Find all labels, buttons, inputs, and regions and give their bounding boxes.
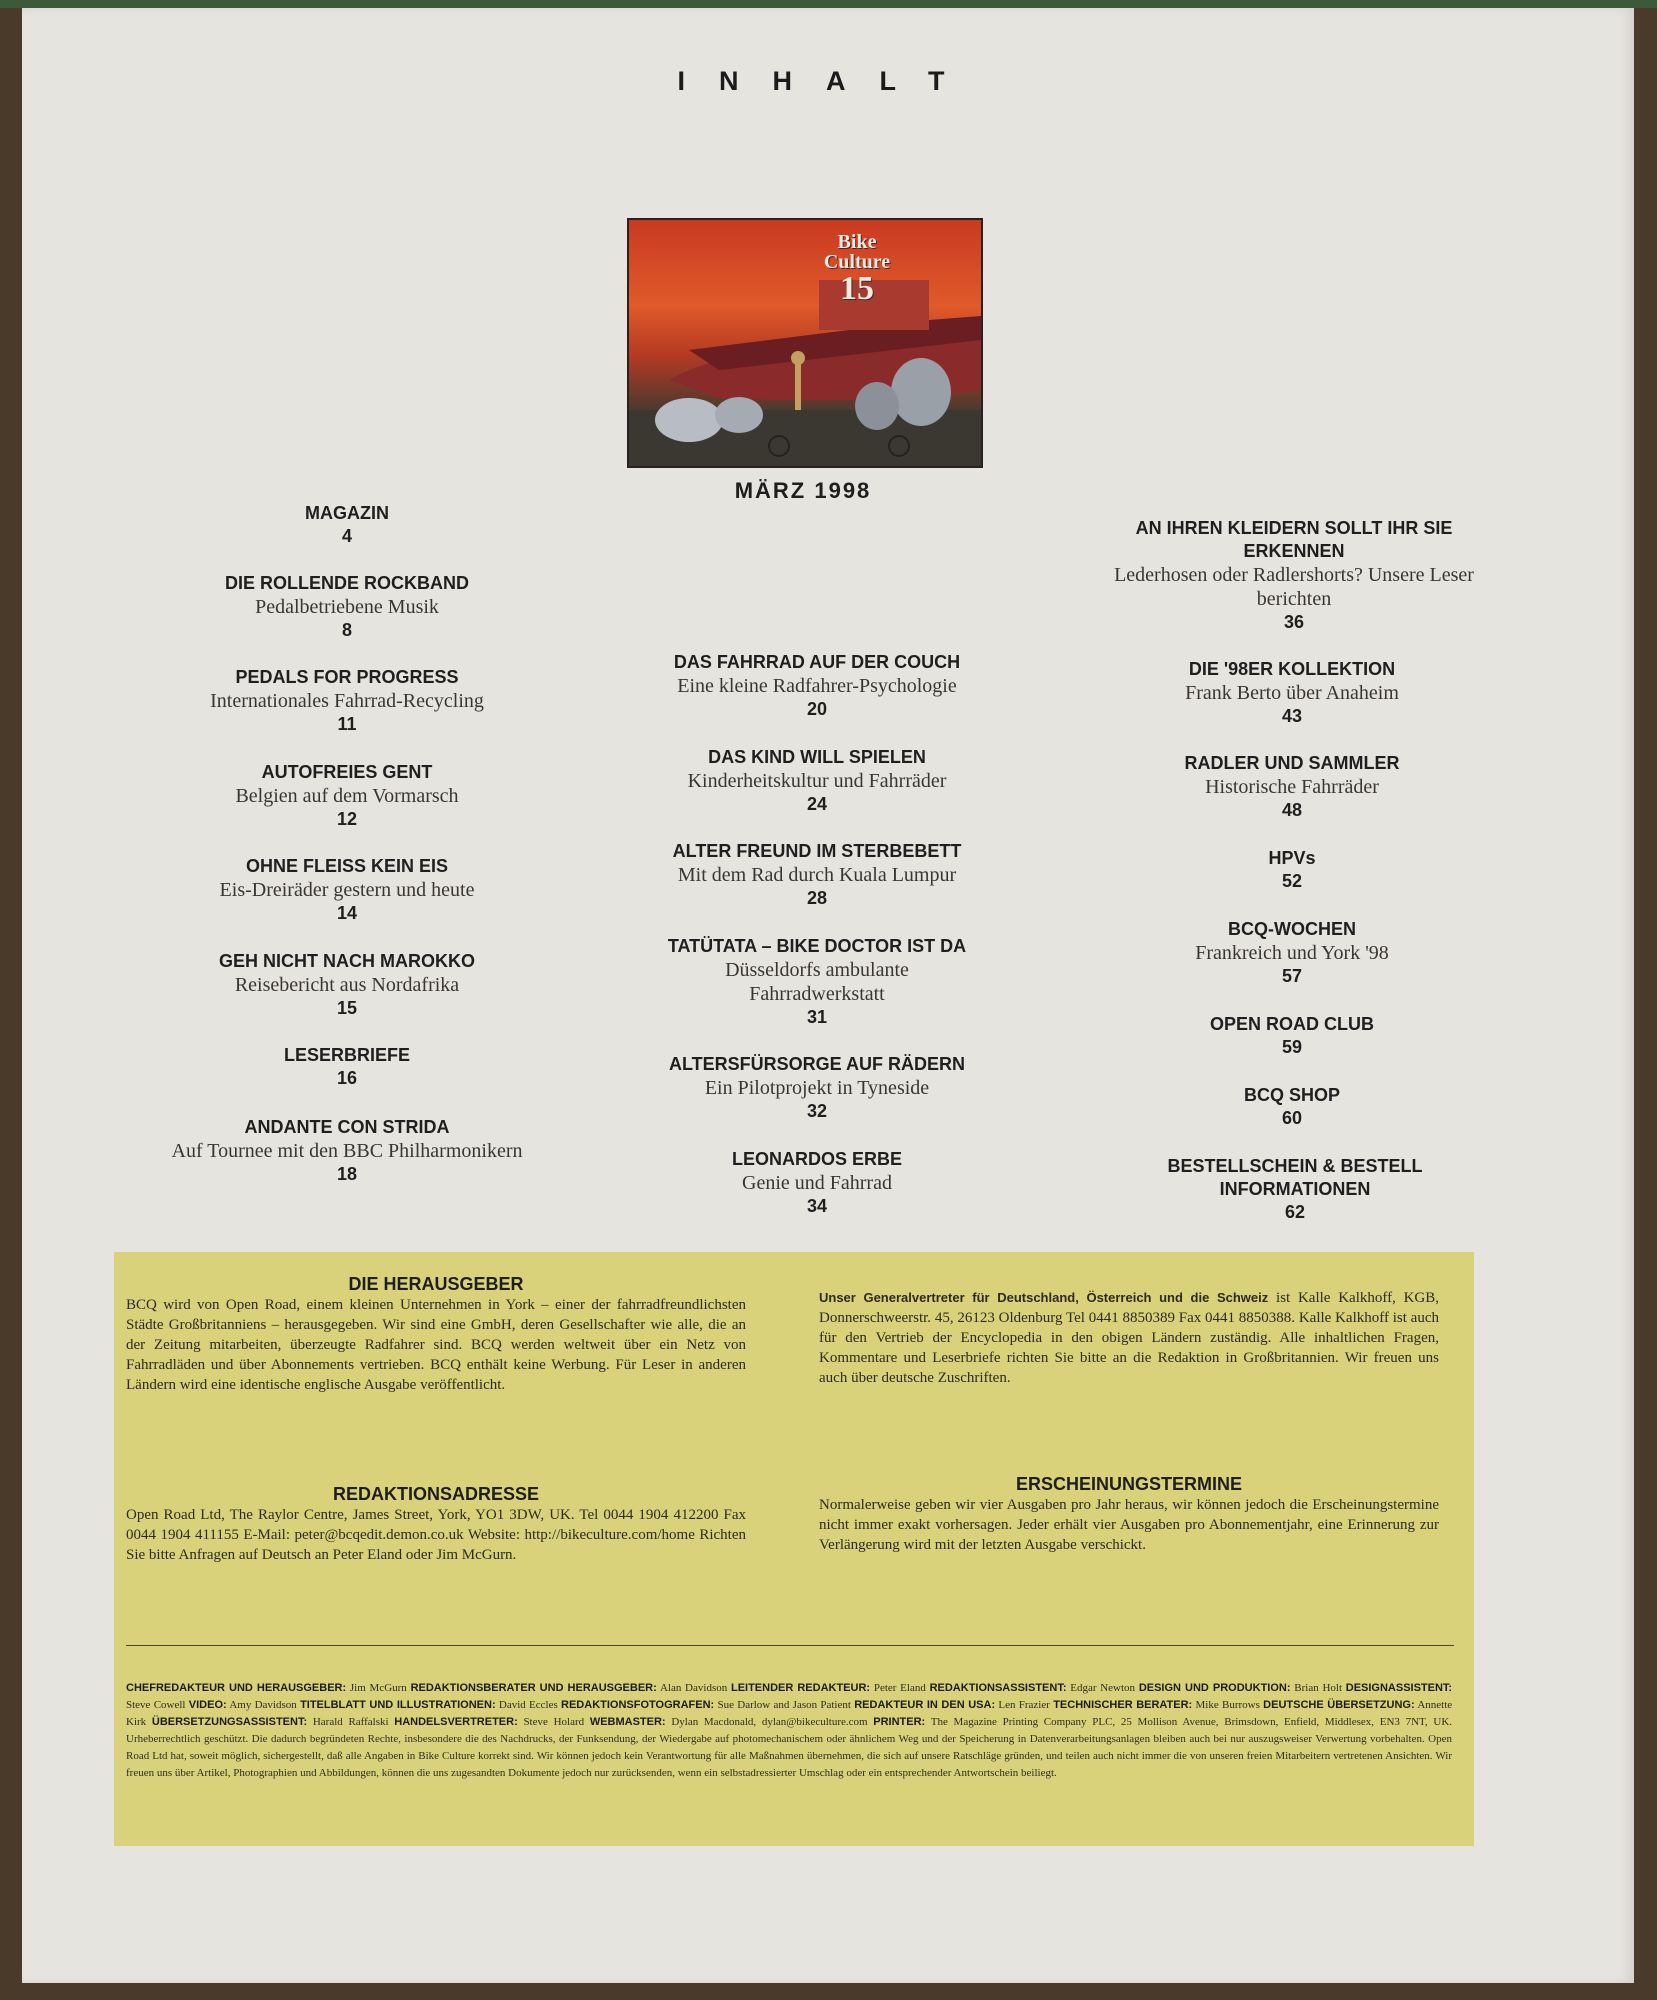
toc-title: BESTELLSCHEIN & BESTELL INFORMATIONEN xyxy=(1167,1156,1423,1199)
cover-logo-line2: Culture xyxy=(823,251,891,273)
toc-subtitle: Düsseldorfs ambulante Fahrradwerkstatt xyxy=(725,959,909,1005)
toc-title: BCQ SHOP xyxy=(1243,1085,1340,1105)
toc-page: 18 xyxy=(336,1164,358,1184)
address-section xyxy=(126,1484,746,1565)
toc-entry[interactable] xyxy=(1082,847,1502,893)
toc-title: OPEN ROAD CLUB xyxy=(1209,1014,1374,1034)
toc-subtitle: Historische Fahrräder xyxy=(1205,776,1379,798)
credit-role: HANDELSVERTRETER: xyxy=(394,1716,518,1728)
toc-entry[interactable] xyxy=(142,950,552,1020)
credit-role: REDAKTIONSFOTOGRAFEN: xyxy=(561,1699,715,1711)
schedule-heading: ERSCHEINUNGSTERMINE xyxy=(1015,1474,1243,1494)
toc-title: ALTERSFÜRSORGE AUF RÄDERN xyxy=(669,1054,965,1074)
toc-entry[interactable] xyxy=(582,1053,1052,1123)
credit-role: REDAKTEUR IN DEN USA: xyxy=(854,1699,996,1711)
toc-page: 12 xyxy=(336,809,358,829)
toc-entry[interactable] xyxy=(142,761,552,831)
credit-role: TITELBLATT UND ILLUSTRATIONEN: xyxy=(300,1699,496,1711)
publisher-heading: DIE HERAUSGEBER xyxy=(348,1274,524,1294)
toc-subtitle: Kinderheitskultur und Fahrräder xyxy=(687,770,947,792)
toc-page: 28 xyxy=(806,888,828,908)
toc-page: 16 xyxy=(336,1068,358,1088)
credit-role: WEBMASTER: xyxy=(589,1716,666,1728)
distributor-lead: Unser Generalvertreter für Deutschland, Österreich und die Schweiz xyxy=(819,1290,1269,1305)
toc-title: RADLER UND SAMMLER xyxy=(1184,753,1400,773)
toc-title: MAGAZIN xyxy=(305,503,389,523)
page-title: INHALT xyxy=(677,66,979,96)
toc-title: LEONARDOS ERBE xyxy=(731,1149,902,1169)
toc-entry[interactable] xyxy=(1130,1155,1460,1224)
credit-name: Amy Davidson xyxy=(229,1699,297,1711)
credit-name: David Eccles xyxy=(498,1699,558,1711)
magazine-page xyxy=(22,8,1634,1983)
toc-subtitle: Lederhosen oder Radlershorts? Unsere Leser berichten xyxy=(1114,564,1474,610)
address-heading: REDAKTIONSADRESSE xyxy=(332,1484,540,1504)
toc-page: 62 xyxy=(1284,1202,1306,1222)
cover-logo-line1: Bike xyxy=(837,231,877,253)
toc-entry[interactable] xyxy=(1082,1013,1502,1059)
toc-title: AN IHREN KLEIDERN SOLLT IHR SIE ERKENNEN xyxy=(1135,518,1453,561)
toc-title: DIE '98ER KOLLEKTION xyxy=(1188,659,1396,679)
credit-name: The Magazine Printing Company PLC, 25 Mollison Avenue, Brimsdown, Enfield, Middlesex, EN3 7NT, UK. xyxy=(930,1716,1453,1728)
toc-entry[interactable] xyxy=(667,935,967,1029)
info-box xyxy=(114,1252,1474,1846)
credit-name: Jim McGurn xyxy=(349,1682,407,1694)
address-text: Open Road Ltd, The Raylor Centre, James Street, York, YO1 3DW, UK. Tel 0044 1904 412200 Fax 0044 1904 411155 E-Mail: peter@bcqedit.demon.co.uk Website: http://bikeculture.com/home Richten Sie bitte Anfragen auf Deutsch an Peter Eland oder Jim McGurn. xyxy=(126,1507,746,1563)
toc-title: PEDALS FOR PROGRESS xyxy=(235,667,459,687)
schedule-section xyxy=(819,1474,1439,1555)
toc-title: LESERBRIEFE xyxy=(283,1045,411,1065)
toc-title: GEH NICHT NACH MAROKKO xyxy=(219,951,475,971)
credits-block xyxy=(126,1680,1452,1782)
toc-title: DAS FAHRRAD AUF DER COUCH xyxy=(673,652,961,672)
toc-page: 34 xyxy=(806,1196,828,1216)
credit-name: Annette Kirk xyxy=(126,1699,1453,1728)
toc-entry[interactable] xyxy=(1082,658,1502,728)
toc-subtitle: Pedalbetriebene Musik xyxy=(255,596,439,618)
cover-logo xyxy=(797,232,917,306)
toc-entry[interactable] xyxy=(142,502,552,548)
toc-title: TATÜTATA – BIKE DOCTOR IST DA xyxy=(667,936,967,956)
toc-title: OHNE FLEISS KEIN EIS xyxy=(245,856,449,876)
credit-name: Harald Raffalski xyxy=(312,1716,389,1728)
toc-entry[interactable] xyxy=(142,855,552,925)
toc-entry[interactable] xyxy=(157,1116,537,1186)
credit-name: Dylan Macdonald, dylan@bikeculture.com xyxy=(671,1716,868,1728)
toc-page: 48 xyxy=(1281,800,1303,820)
toc-entry[interactable] xyxy=(582,1148,1052,1218)
credits-list xyxy=(126,1682,1452,1728)
toc-entry[interactable] xyxy=(582,840,1052,910)
toc-page: 57 xyxy=(1281,966,1303,986)
toc-page: 52 xyxy=(1281,871,1303,891)
toc-entry[interactable] xyxy=(142,1044,552,1090)
cover-image xyxy=(627,218,983,468)
toc-entry[interactable] xyxy=(142,572,552,642)
toc-subtitle: Auf Tournee mit den BBC Philharmonikern xyxy=(171,1140,523,1162)
toc-subtitle: Frankreich und York '98 xyxy=(1195,942,1389,964)
credit-name: Steve Cowell xyxy=(126,1699,186,1711)
credit-name: Steve Holard xyxy=(523,1716,585,1728)
credit-role: DESIGNASSISTENT: xyxy=(1345,1682,1453,1694)
distributor-body: ist Kalle Kalkhoff, KGB, Donnerschweerstr. 45, 26123 Oldenburg Tel 0441 8850389 Fax 0441 8850388. Kalle Kalkhoff ist auch für den Vertrieb der Encyclopedia in den obigen Ländern zuständig. Alle inhaltlichen Fragen, Kommentare und Leserbriefe richten Sie bitte an die Redaktion in Großbritannien. Wir freuen uns auch über deutsche Zuschriften. xyxy=(819,1290,1440,1386)
toc-page: 8 xyxy=(341,620,352,640)
toc-title: BCQ-WOCHEN xyxy=(1228,919,1356,939)
credit-name: Len Frazier xyxy=(998,1699,1050,1711)
credit-name: Peter Eland xyxy=(873,1682,926,1694)
publisher-text: BCQ wird von Open Road, einem kleinen Unternehmen in York – einer der fahrradfreundlichsten Städte Großbritanniens – herausgegeben. Wir sind eine GmbH, deren Gesellschafter wie alle, die an der Zeitung mitarbeiten, überzeugte Radfahrer sind. BCQ werden weltweit über ein Netz von Fahrradläden und über Abonnements vertrieben. BCQ enthält keine Werbung. Für Leser in anderen Ländern wird eine identische englische Ausgabe veröffentlicht. xyxy=(126,1297,746,1393)
credit-role: TECHNISCHER BERATER: xyxy=(1053,1699,1193,1711)
toc-title: ANDANTE CON STRIDA xyxy=(244,1117,450,1137)
legal-text: Urheberrechtlich geschützt. Die dadurch begründeten Rechte, insbesondere die des Nachdrucks, der Funksendung, der Wiedergabe auf photomechanischem oder ähnlichem Weg und der Speicherung in Datenverarbeitungsanlagen bleiben auch bei nur auszugsweiser Verwertung vorbehalten. Open Road Ltd hat, soweit möglich, sichergestellt, daß alle Angaben in Bike Culture korrekt sind. Wir können jedoch kein Verantwortung für alle Maßnahmen übernehmen, die sich auf unsere Ratschläge gründen, und teilen auch nicht immer die von unseren freien Mitarbeitern vertretenen Ansichten. Wir freuen uns über Artikel, Photographien und Abbildungen, können die uns zugesandten Dokumente jedoch nur zurücksenden, wenn ein selbstadressierter Umschlag oder ein entsprechender Antwortschein beiliegt. xyxy=(126,1733,1452,1779)
toc-subtitle: Mit dem Rad durch Kuala Lumpur xyxy=(677,864,957,886)
toc-page: 11 xyxy=(337,714,357,734)
toc-subtitle: Internationales Fahrrad-Recycling xyxy=(210,690,484,712)
toc-page: 43 xyxy=(1281,706,1303,726)
toc-title: DAS KIND WILL SPIELEN xyxy=(708,747,926,767)
credit-name: Edgar Newton xyxy=(1070,1682,1136,1694)
credit-name: Alan Davidson xyxy=(659,1682,728,1694)
credit-role: REDAKTIONSBERATER UND HERAUSGEBER: xyxy=(410,1682,657,1694)
toc-title: ALTER FREUND IM STERBEBETT xyxy=(672,841,962,861)
credit-role: REDAKTIONSASSISTENT: xyxy=(929,1682,1067,1694)
toc-title: HPVs xyxy=(1268,848,1316,868)
schedule-text: Normalerweise geben wir vier Ausgaben pro Jahr heraus, wir können jedoch die Erscheinungstermine nicht immer exakt vorhersagen. Jeder erhält vier Ausgaben pro Abonnementjahr, eine Erinnerung zur Verlängerung wird mit der letzten Ausgabe verschickt. xyxy=(819,1497,1439,1553)
toc-page: 20 xyxy=(806,699,828,719)
divider xyxy=(126,1645,1454,1646)
toc-page: 4 xyxy=(341,526,352,546)
toc-title: AUTOFREIES GENT xyxy=(261,762,433,782)
toc-subtitle: Eine kleine Radfahrer-Psychologie xyxy=(677,675,957,697)
credit-role: ÜBERSETZUNGSASSISTENT: xyxy=(151,1716,308,1728)
toc-entry[interactable] xyxy=(1114,517,1474,634)
toc-page: 24 xyxy=(806,794,828,814)
toc-entry[interactable] xyxy=(1082,918,1502,988)
toc-subtitle: Genie und Fahrrad xyxy=(742,1172,892,1194)
toc-page: 14 xyxy=(336,903,358,923)
toc-subtitle: Ein Pilotprojekt in Tyneside xyxy=(704,1077,930,1099)
background-strip xyxy=(0,0,1657,8)
cover-issue-number: 15 xyxy=(840,270,874,307)
toc-page: 15 xyxy=(336,998,358,1018)
publisher-section xyxy=(126,1274,746,1395)
toc-subtitle: Belgien auf dem Vormarsch xyxy=(235,785,459,807)
toc-entry[interactable] xyxy=(582,746,1052,816)
toc-subtitle: Reisebericht aus Nordafrika xyxy=(234,974,460,996)
credit-name: Brian Holt xyxy=(1294,1682,1342,1694)
toc-page: 60 xyxy=(1281,1108,1303,1128)
credit-name: Mike Burrows xyxy=(1195,1699,1260,1711)
distributor-text xyxy=(819,1288,1439,1388)
credit-role: LEITENDER REDAKTEUR: xyxy=(730,1682,871,1694)
toc-entry[interactable] xyxy=(1082,1084,1502,1130)
toc-page: 59 xyxy=(1281,1037,1303,1057)
credit-role: VIDEO: xyxy=(188,1699,227,1711)
toc-subtitle: Eis-Dreiräder gestern und heute xyxy=(219,879,475,901)
credit-role: DESIGN UND PRODUKTION: xyxy=(1138,1682,1291,1694)
toc-page: 36 xyxy=(1283,612,1305,632)
toc-entry[interactable] xyxy=(1082,752,1502,822)
toc-subtitle: Frank Berto über Anaheim xyxy=(1185,682,1399,704)
toc-entry[interactable] xyxy=(142,666,552,736)
toc-page: 31 xyxy=(806,1007,828,1027)
distributor-section xyxy=(819,1288,1439,1388)
toc-entry[interactable] xyxy=(582,651,1052,721)
credit-name: Sue Darlow and Jason Patient xyxy=(717,1699,851,1711)
issue-date: MÄRZ 1998 xyxy=(734,478,872,503)
toc-title: DIE ROLLENDE ROCKBAND xyxy=(224,573,469,593)
credit-role: CHEFREDAKTEUR UND HERAUSGEBER: xyxy=(126,1682,347,1694)
credit-role: PRINTER: xyxy=(873,1716,926,1728)
credit-role: DEUTSCHE ÜBERSETZUNG: xyxy=(1263,1699,1415,1711)
toc-page: 32 xyxy=(806,1101,828,1121)
